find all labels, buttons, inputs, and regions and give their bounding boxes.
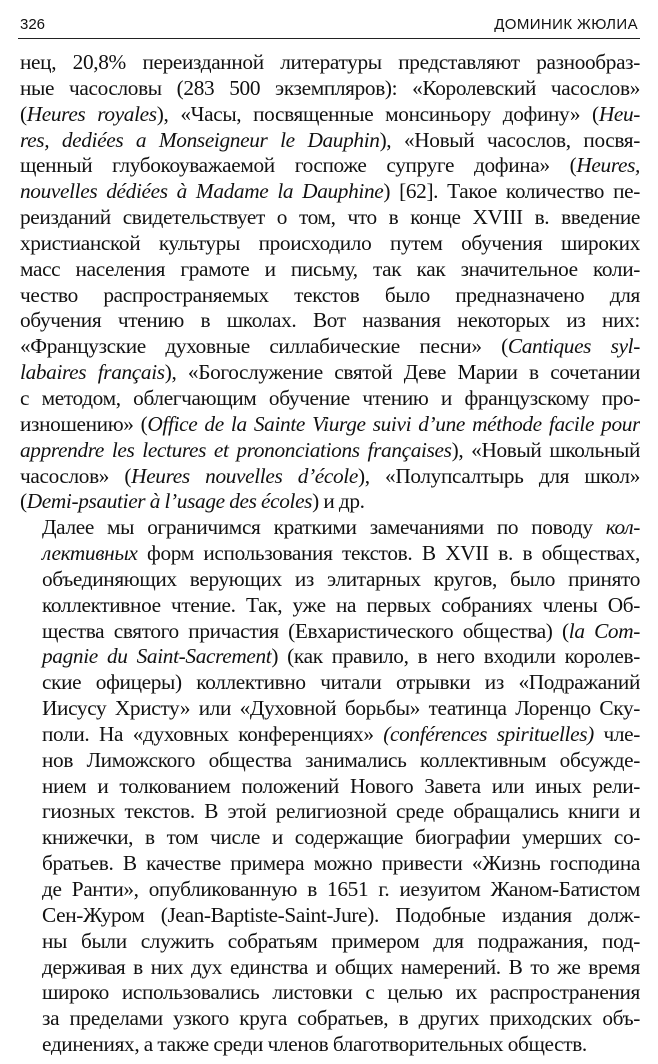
- text-run: гиозных текстов. В этой религиозной среде обращались книги и: [42, 799, 640, 824]
- text-run: чество распространяемых текстов было предназначено для: [20, 282, 640, 307]
- text-line: [20, 102, 640, 128]
- text-run: нов Лиможского общества занимались коллективным обсужде-: [42, 747, 640, 772]
- text-run: Иисусу Христу» или «Духовной борьбы» театинца Лоренцо Ску-: [42, 696, 640, 721]
- text-line: [20, 748, 640, 774]
- text-line: [20, 489, 640, 515]
- text-line: [20, 955, 640, 981]
- text-line: [20, 722, 640, 748]
- text-line: [20, 903, 640, 929]
- text-run: Сен-Журом (Jean-Baptiste-Saint-Jure). Подобные издания долж-: [42, 902, 640, 927]
- text-run: реизданий свидетельствует о том, что в конце XVIII в. введение: [20, 205, 640, 230]
- text-line: [20, 1032, 640, 1058]
- text-line: [20, 877, 640, 903]
- text-run: «Французские духовные силлабические песни» (: [20, 334, 508, 359]
- text-line: [20, 799, 640, 825]
- text-line: [20, 153, 640, 179]
- italic-title: Heures nouvelles d’école: [131, 463, 358, 488]
- text-line: [20, 50, 640, 76]
- italic-title: Demi-psautier à l’usage des écoles: [26, 489, 313, 514]
- text-line: [20, 929, 640, 955]
- text-line: [20, 644, 640, 670]
- text-run: с методом, облегчающим обучение чтению и французскому про-: [20, 385, 640, 410]
- text-run: ), «Полупсалтырь для школ»: [357, 463, 640, 488]
- text-line: [20, 851, 640, 877]
- text-line: [20, 619, 640, 645]
- italic-title: la Com-: [568, 618, 640, 643]
- italic-title: лективных: [42, 541, 138, 566]
- text-line: [20, 567, 640, 593]
- text-run: часослов» (: [20, 463, 132, 488]
- text-run: ) [62]. Такое количество пе-: [383, 179, 640, 204]
- text-run: щества святого причастия (Евхаристического общества) (: [42, 618, 569, 643]
- text-run: христианской культуры происходило путем обучения широких: [20, 230, 640, 255]
- text-run: щенный глубокоуважаемой госпоже супруге дофина» (: [20, 153, 577, 178]
- text-line: [20, 438, 640, 464]
- text-line: [20, 696, 640, 722]
- text-run: ), «Богослужение святой Деве Марии в сочетании: [164, 360, 640, 385]
- text-line: [20, 283, 640, 309]
- text-line: [20, 980, 640, 1006]
- text-line: [20, 515, 640, 541]
- italic-title: Heu-: [598, 101, 640, 126]
- italic-title: (conférences spirituelles): [383, 721, 594, 746]
- text-line: [20, 205, 640, 231]
- text-run: форм использования текстов. В XVII в. в обществах,: [137, 541, 640, 566]
- text-line: [20, 541, 640, 567]
- italic-title: Cantiques syl-: [507, 334, 640, 359]
- text-run: нец, 20,8% переизданной литературы представляют разнообраз-: [20, 50, 640, 74]
- body-text: [20, 50, 640, 1058]
- text-line: [20, 76, 640, 102]
- text-run: нием и толкованием положений Нового Завета или иных рели-: [42, 773, 640, 798]
- text-run: масс населения грамоте и письму, так как значительное коли-: [20, 256, 640, 281]
- text-run: поли. На «духовных конференциях»: [42, 721, 384, 746]
- text-line: [20, 231, 640, 257]
- text-run: ные часословы (283 500 экземпляров): «Королевский часослов»: [20, 75, 640, 100]
- text-line: [20, 386, 640, 412]
- text-line: [20, 670, 640, 696]
- text-line: [20, 257, 640, 283]
- text-line: [20, 593, 640, 619]
- text-run: (: [20, 101, 27, 126]
- text-run: чле-: [593, 721, 640, 746]
- italic-title: кол-: [605, 515, 640, 540]
- text-run: за пределами узкого круга собратьев, в других приходских объ-: [42, 1006, 640, 1031]
- italic-title: nouvelles dédiées à Madame la Dauphine: [20, 179, 384, 204]
- text-run: де Ранти», опубликованную в 1651 г. иезуитом Жаном-Батистом: [42, 877, 640, 901]
- text-line: [20, 128, 640, 154]
- text-line: [20, 179, 640, 205]
- text-run: ские офицеры) коллективно читали отрывки из «Подражаний: [42, 670, 640, 695]
- italic-title: labaires français: [20, 360, 165, 385]
- text-run: (: [20, 489, 27, 514]
- text-run: книжечки, в том числе и содержащие биографии умерших со-: [42, 825, 640, 850]
- text-line: [20, 412, 640, 438]
- text-run: объединяющих верующих из элитарных кругов, было принято: [42, 566, 640, 591]
- text-line: [20, 774, 640, 800]
- text-line: [20, 464, 640, 490]
- text-run: ) и др.: [312, 489, 365, 514]
- text-run: ) (как правило, в него входили королев-: [271, 644, 640, 669]
- text-run: держивая в них дух единства и общих намерений. В то же время: [42, 954, 640, 979]
- text-run: ), «Новый школьный: [451, 437, 640, 462]
- text-run: ны были служить собратьям примером для подражания, под-: [42, 928, 640, 953]
- italic-title: res, dediées a Monseigneur le Dauphin: [20, 127, 380, 152]
- paragraph-1: [20, 50, 640, 515]
- text-run: Далее мы ограничимся краткими замечаниями по поводу: [42, 515, 606, 540]
- page-number: 326: [20, 16, 46, 33]
- text-run: единениях, а также среди членов благотворительных обществ.: [42, 1032, 587, 1057]
- italic-title: apprendre les lectures et prononciations françaises: [20, 437, 452, 462]
- paragraph-2: [20, 515, 640, 1058]
- text-run: широко использовались листовки с целью их распространения: [42, 980, 640, 1005]
- text-run: изношению» (: [20, 411, 148, 436]
- text-line: [20, 825, 640, 851]
- running-head: [18, 12, 640, 39]
- text-run: обучения чтению в школах. Вот названия некоторых из них:: [20, 308, 640, 333]
- italic-title: pagnie du Saint-Sacrement: [42, 644, 272, 669]
- text-run: коллективное чтение. Так, уже на первых собраниях члены Об-: [42, 592, 640, 617]
- text-run: ), «Новый часослов, посвя-: [379, 127, 640, 152]
- text-line: [20, 308, 640, 334]
- italic-title: Heures,: [576, 153, 640, 178]
- text-line: [20, 360, 640, 386]
- text-line: [20, 334, 640, 360]
- italic-title: Heures royales: [26, 101, 157, 126]
- italic-title: Office de la Sainte Viurge suivi d’une méthode facile pour: [147, 411, 640, 436]
- text-run: ), «Часы, посвященные монсиньору дофину» (: [156, 101, 599, 126]
- running-title: ДОМИНИК ЖЮЛИА: [494, 16, 638, 33]
- text-line: [20, 1006, 640, 1032]
- text-run: братьев. В качестве примера можно привести «Жизнь господина: [42, 851, 640, 876]
